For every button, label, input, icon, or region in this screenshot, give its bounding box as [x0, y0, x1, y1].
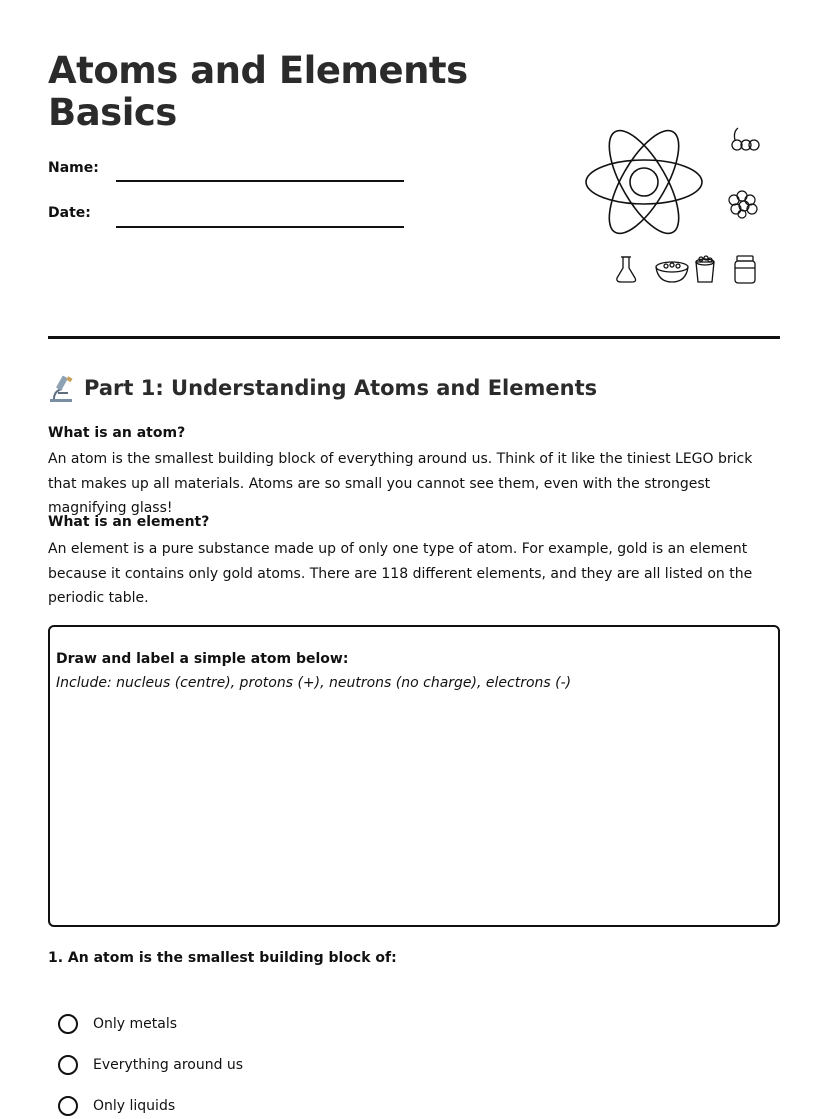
- atom-drawing-area[interactable]: [48, 625, 780, 927]
- flask-icon: [617, 257, 636, 282]
- jar-icon: [735, 256, 755, 283]
- element-explanation: An element is a pure substance made up of only one type of atom. For example, gold is an element because it contains only gold atoms. There are 118 different elements, and they are all listed on the periodic table.: [48, 541, 753, 606]
- part1-heading: [48, 372, 597, 404]
- atom-explanation: An atom is the smallest building block of everything around us. Think of it like the tiniest LEGO brick that makes up all materials. Atoms are so small you cannot see them, even with the strongest magnifying glass!: [48, 451, 753, 516]
- name-label: Name:: [48, 160, 99, 176]
- answer-option-only-liquids[interactable]: [58, 1093, 175, 1119]
- part1-title: Part 1: Understanding Atoms and Elements: [84, 376, 598, 400]
- bowl-icon: [656, 262, 688, 282]
- answer-option-everything-around-us[interactable]: [58, 1052, 243, 1078]
- worksheet-title: Atoms and Elements Basics: [48, 49, 468, 134]
- name-field[interactable]: [116, 180, 404, 182]
- drawing-box-title: Draw and label a simple atom below:: [56, 651, 349, 667]
- element-question: What is an element?: [48, 514, 210, 530]
- molecule-icon: [732, 128, 759, 150]
- question-1: 1. An atom is the smallest building block of:: [48, 950, 397, 966]
- radio-button[interactable]: [58, 1096, 78, 1116]
- answer-option-only-metals[interactable]: [58, 1011, 177, 1037]
- cluster-icon: [729, 191, 757, 218]
- option-label: Only liquids: [93, 1098, 176, 1114]
- cup-icon: [696, 256, 714, 282]
- section-divider: [48, 336, 780, 339]
- option-label: Everything around us: [93, 1057, 244, 1073]
- atom-icon: [586, 121, 702, 243]
- radio-button[interactable]: [58, 1055, 78, 1075]
- date-label: Date:: [48, 205, 91, 221]
- drawing-box-hint: Include: nucleus (centre), protons (+), neutrons (no charge), electrons (-): [56, 675, 572, 691]
- date-field[interactable]: [116, 226, 404, 228]
- science-illustration: [576, 110, 776, 300]
- radio-button[interactable]: [58, 1014, 78, 1034]
- microscope-icon: [48, 373, 74, 403]
- atom-question: What is an atom?: [48, 425, 186, 441]
- option-label: Only metals: [93, 1016, 178, 1032]
